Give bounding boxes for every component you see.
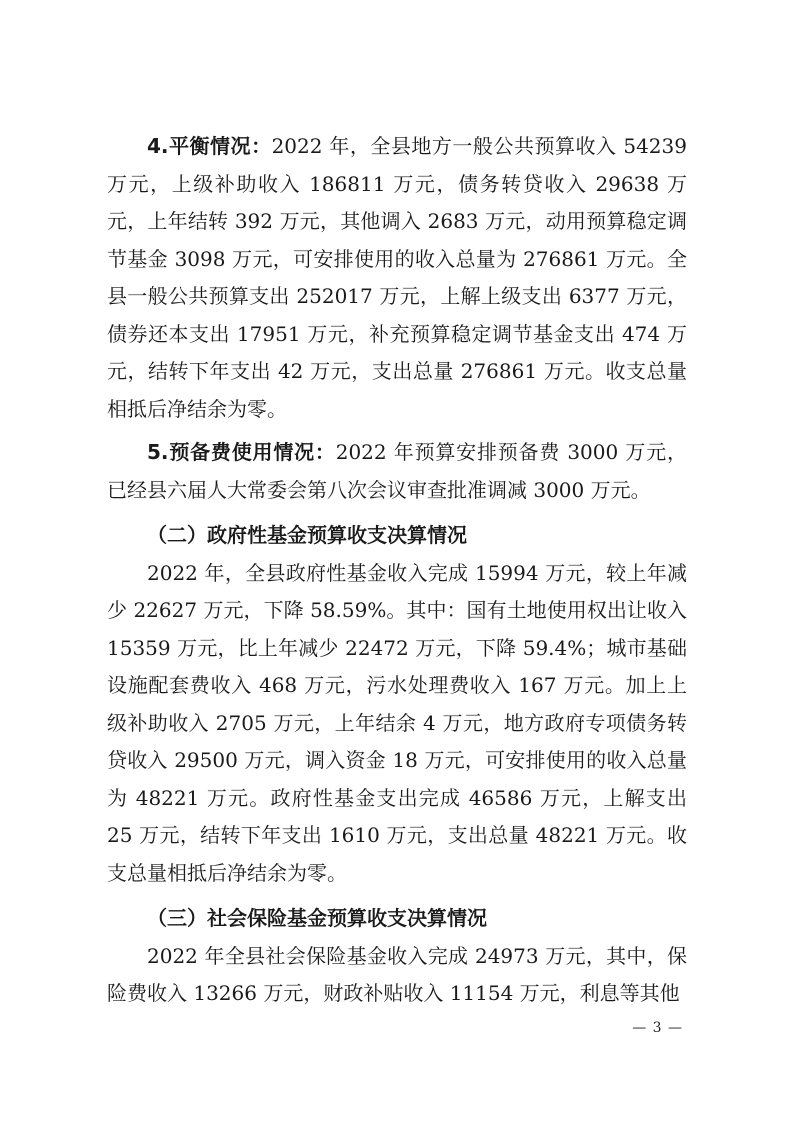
paragraph-lead-balance: 4.平衡情况： xyxy=(147,134,272,158)
section-heading-gov-fund: （二）政府性基金预算收支决算情况 xyxy=(147,523,467,547)
paragraph-reserve xyxy=(107,434,687,509)
page-number: — 3 — xyxy=(632,1020,683,1036)
paragraph-social-insurance: 2022 年全县社会保险基金收入完成 24973 万元，其中，保险费收入 13266 万元，财政补贴收入 11154 万元，利息等其他 xyxy=(107,943,687,1005)
paragraph-gov-fund: 2022 年，全县政府性基金收入完成 15994 万元，较上年减少 22627 万元，下降 58.59%。其中：国有土地使用权出让收入 15359 万元，比上年减少 22472 万元，下降 59.4%；城市基础设施配套费收入 468 万元，污水处理费收入 167 万元。加上上级补助收入 2705 万元，上年结余 4 万元，地方政府专项债务转贷收入 29500 万元，调入资金 18 万元，可安排使用的收入总量为 48221 万元。政府性基金支出完成 46586 万元，上解支出 25 万元，结转下年支出 1610 万元，支出总量 48221 万元。收支总量相抵后净结余为零。 xyxy=(107,560,687,885)
document-page xyxy=(107,128,687,1013)
paragraph-lead-reserve: 5.预备费使用情况： xyxy=(147,440,336,464)
paragraph-balance xyxy=(107,128,687,428)
paragraph-body-balance: 2022 年，全县地方一般公共预算收入 54239 万元，上级补助收入 186811 万元，债务转贷收入 29638 万元，上年结转 392 万元，其他调入 2683 万元，动用预算稳定调节基金 3098 万元，可安排使用的收入总量为 276861 万元。全县一般公共预算支出 252017 万元，上解上级支出 6377 万元，债券还本支出 17951 万元，补充预算稳定调节基金支出 474 万元，结转下年支出 42 万元，支出总量 276861 万元。收支总量相抵后净结余为零。 xyxy=(107,134,687,421)
paragraph-body-reserve: 2022 年预算安排预备费 3000 万元，已经县六届人大常委会第八次会议审查批准调减 3000 万元。 xyxy=(107,440,687,502)
section-heading-social-insurance: （三）社会保险基金预算收支决算情况 xyxy=(147,906,487,930)
